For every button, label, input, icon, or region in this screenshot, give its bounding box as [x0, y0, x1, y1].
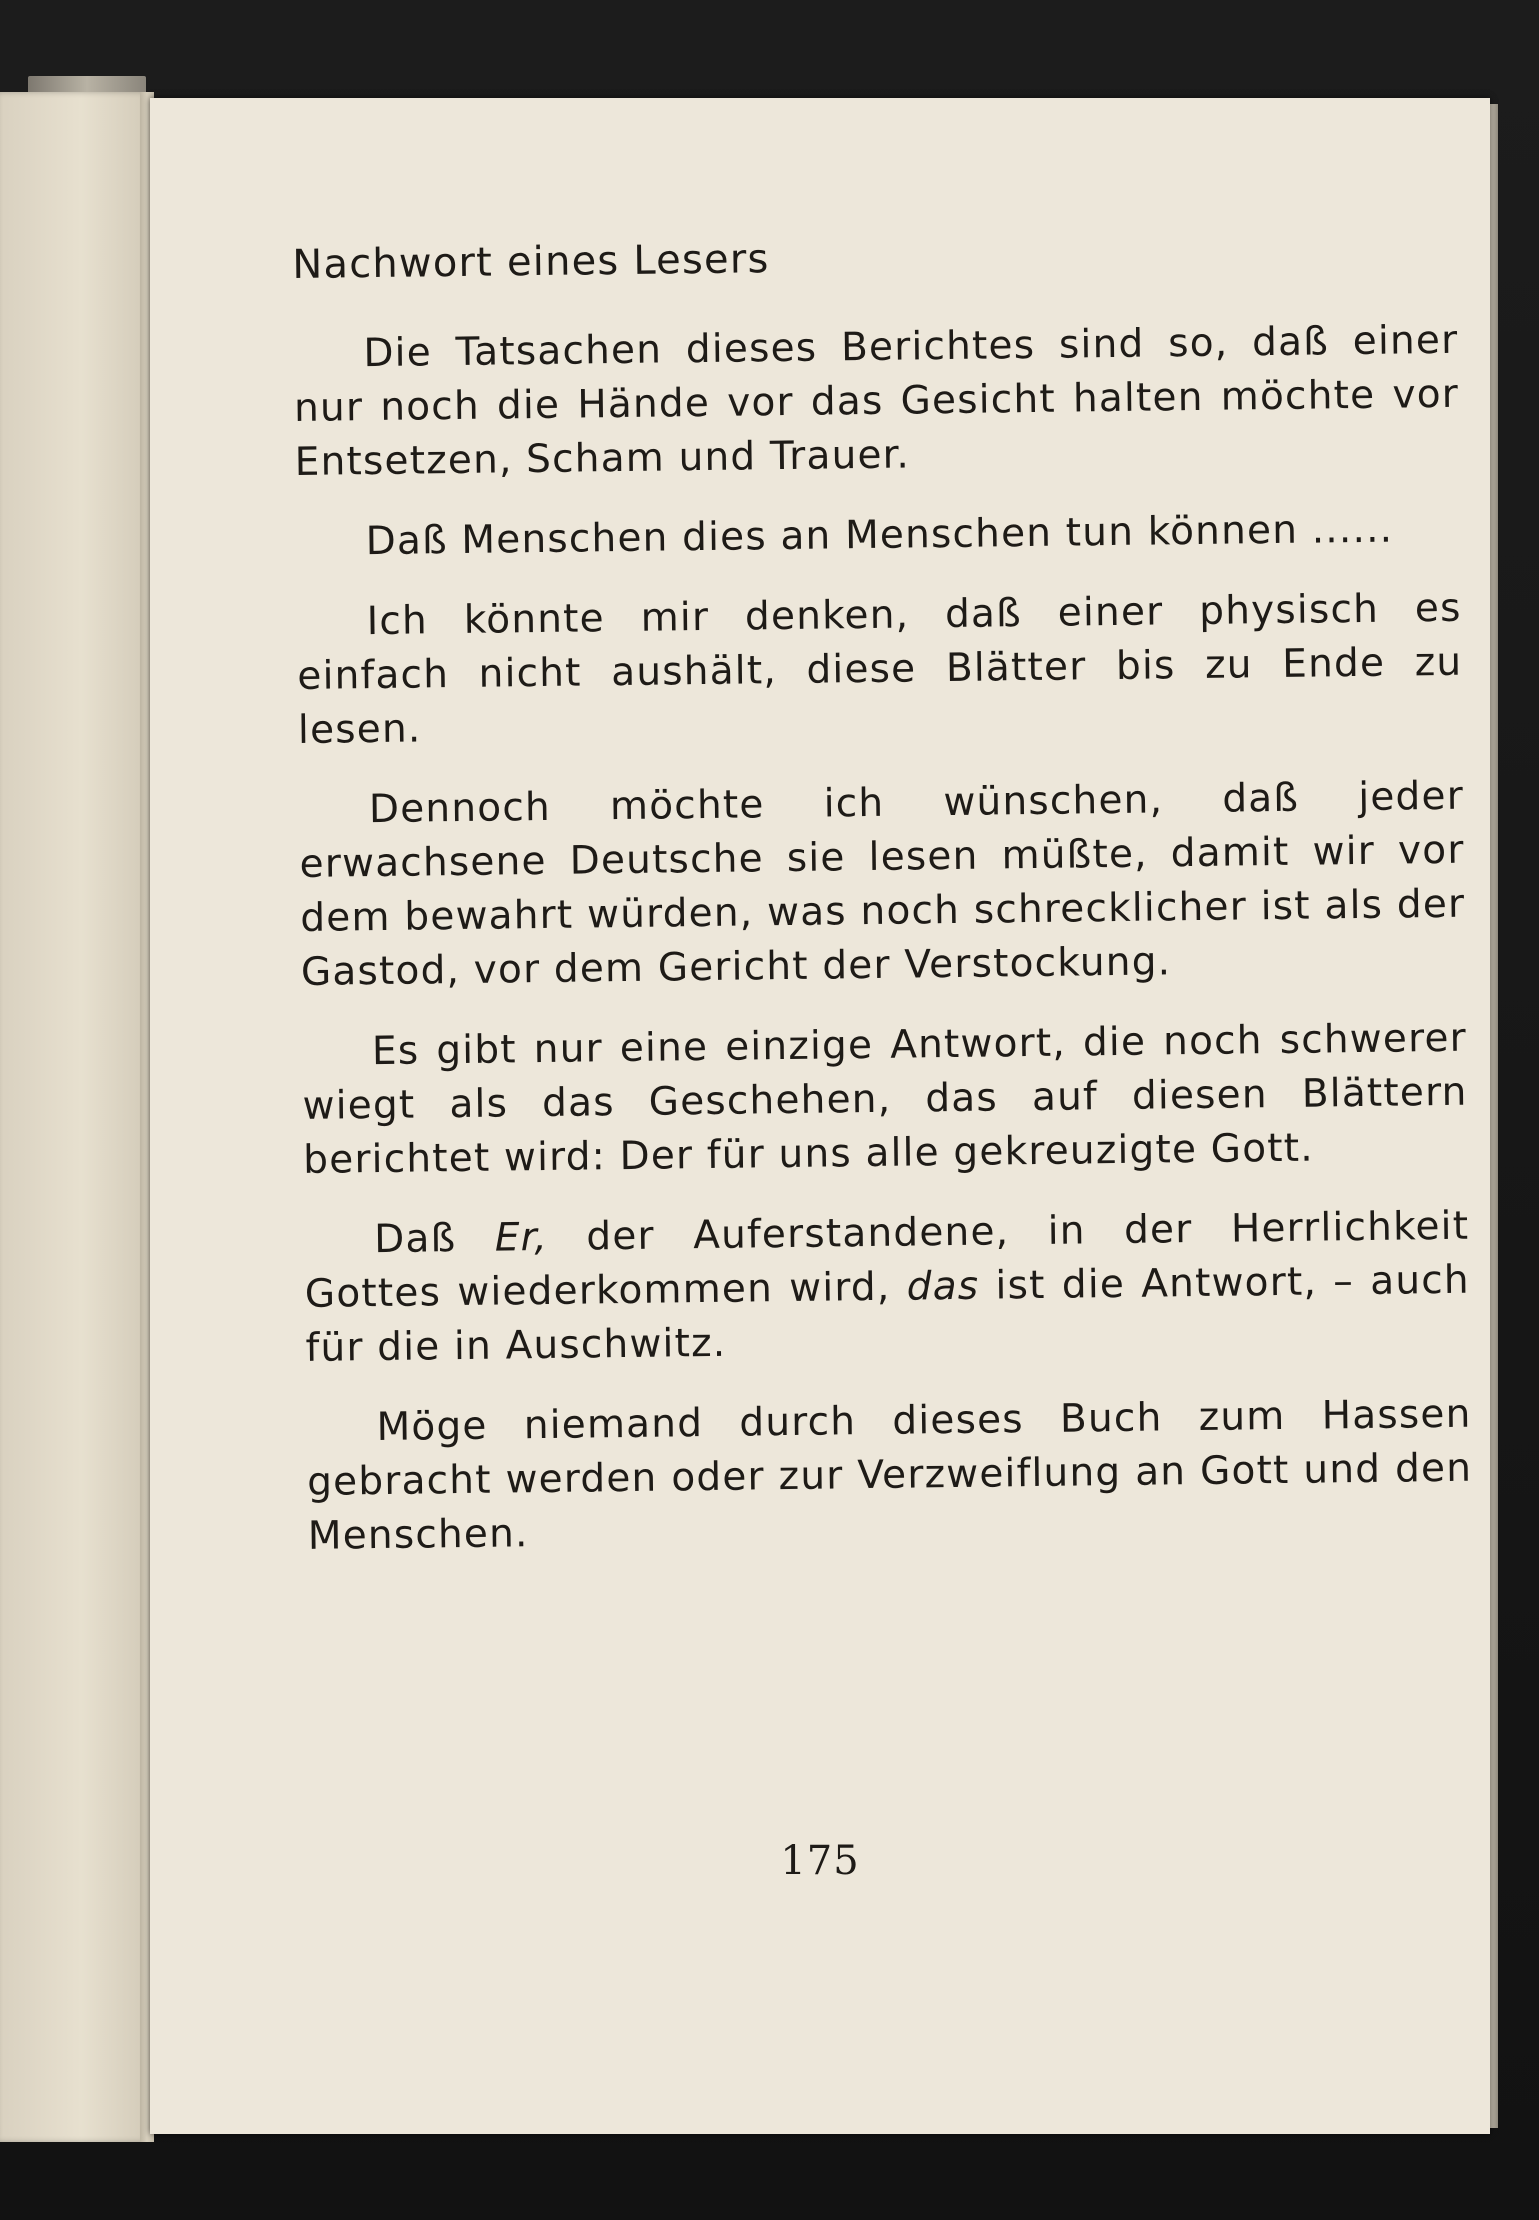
chapter-title: Nachwort eines Lesers: [292, 236, 770, 288]
page-text: [292, 224, 1473, 1590]
emphasis-text: Er,: [494, 1214, 549, 1261]
paragraph-text: ist die Antwort, – auch für die in Auschwitz.: [305, 1257, 1471, 1371]
paragraph: [304, 1200, 1471, 1376]
book-page: [150, 98, 1490, 2134]
paragraph-text: Daß: [373, 1215, 496, 1263]
paragraph: Es gibt nur eine einzige Antwort, die noch schwerer wiegt als das Geschehen, das auf diesen Blättern berichtet wird: Der für uns alle gekreuzigte Gott.: [302, 1015, 1468, 1183]
emphasis-text: das: [906, 1263, 980, 1310]
paragraph: Dennoch möchte ich wünschen, daß jeder erwachsene Deutsche sie lesen müßte, damit wir vor dem bewahrt würden, was noch schrecklicher ist als der Gastod, vor dem Gericht der Verstockung.: [299, 773, 1466, 995]
paragraph: Die Tatsachen dieses Berichtes sind so, daß einer nur noch die Hände vor das Gesicht halten möchte vor Entsetzen, Scham und Trauer.: [293, 317, 1460, 485]
page-edge: [1490, 104, 1498, 2128]
paragraph: Daß Menschen dies an Menschen tun können ......: [365, 506, 1394, 565]
paragraph: Ich könnte mir denken, daß einer physisch es einfach nicht aushält, diese Blätter bis zu Ende zu lesen.: [297, 585, 1463, 753]
paragraph-text: der Auferstandene, in der Herrlichkeit Gottes wiederkommen wird,: [304, 1203, 1470, 1317]
paragraph: Möge niemand durch dieses Buch zum Hassen gebracht werden oder zur Verzweiflung an Gott und den Menschen.: [306, 1391, 1473, 1559]
page-number: 175: [780, 1838, 860, 1884]
left-page-leaf: [0, 92, 148, 2142]
